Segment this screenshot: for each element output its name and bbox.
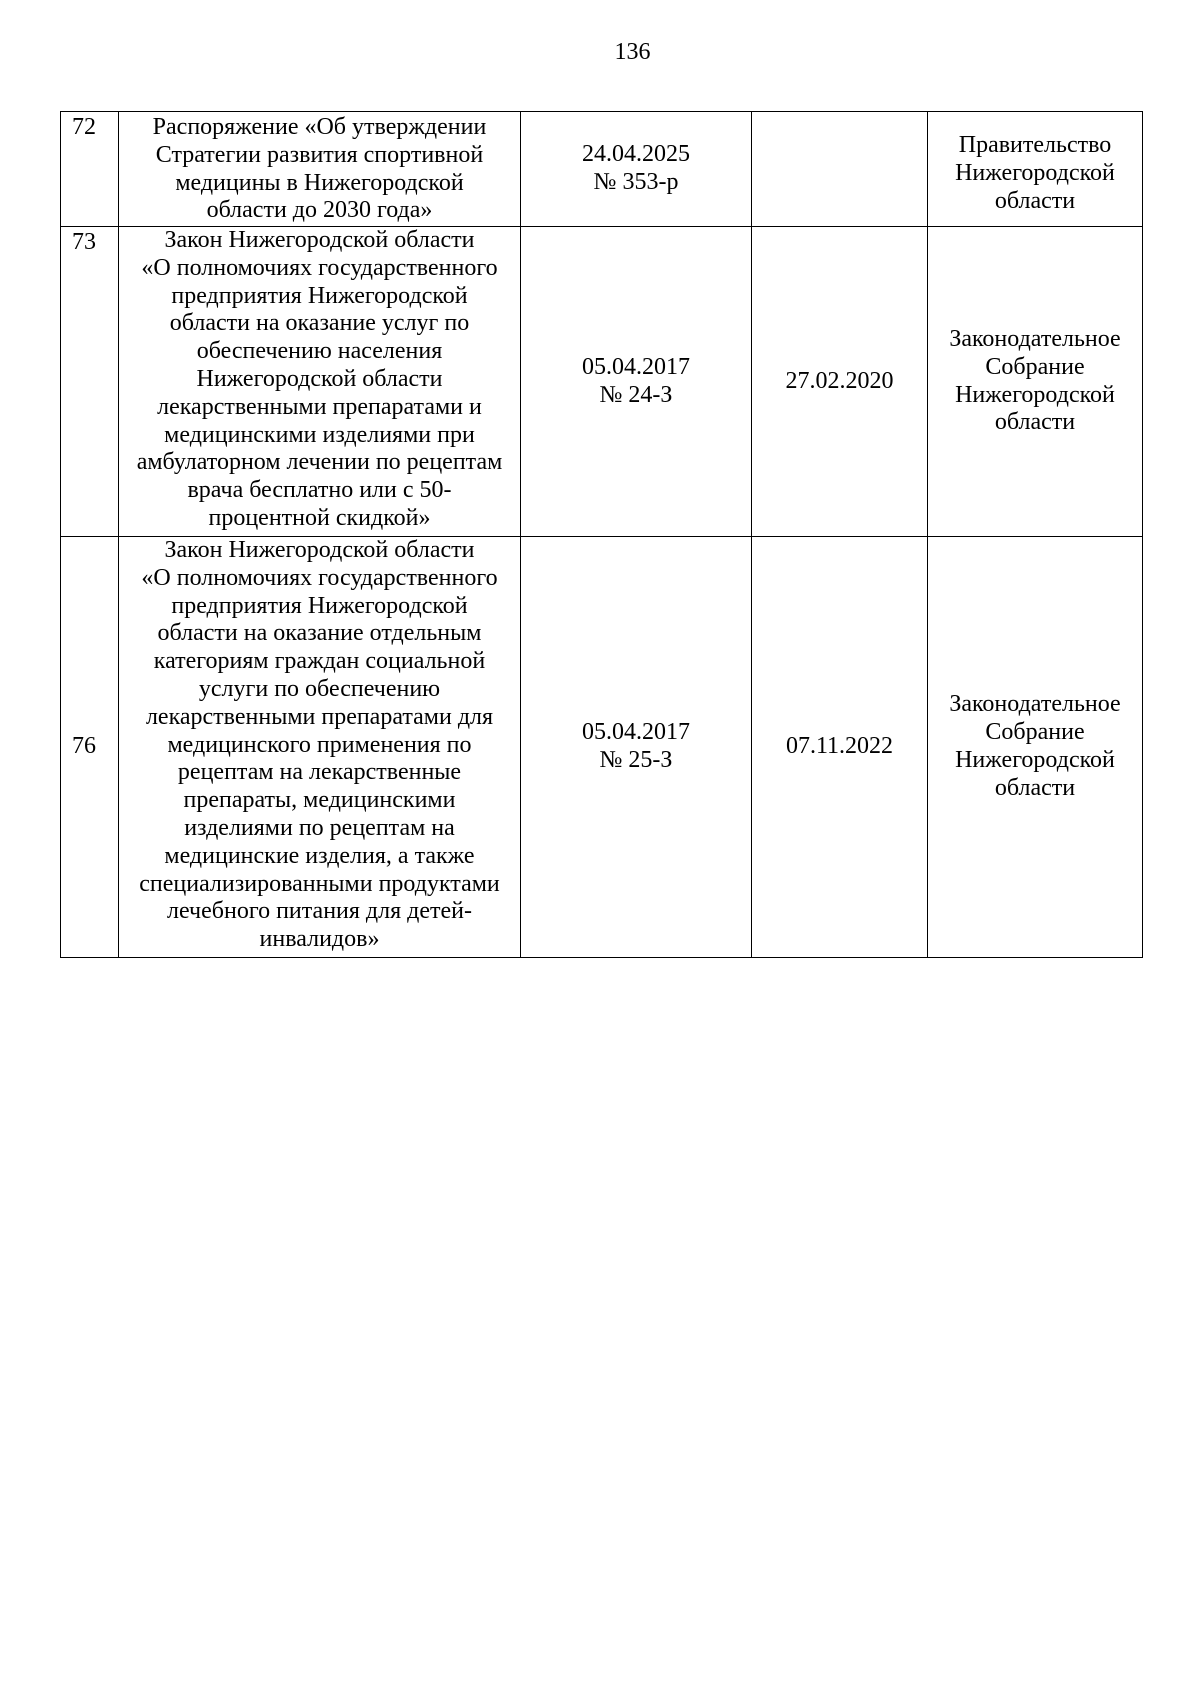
row-number: 76: [61, 537, 119, 958]
document-title: Закон Нижегородской области «О полномочиях государственного предприятия Нижегородской области на оказание отдельным категориям граждан социальной услуги по обеспечению лекарственными препаратами для медицинского применения по рецептам на лекарственные препараты, медицинскими изделиями по рецептам на медицинские изделия, а также специализированными продуктами лечебного питания для детей- инвалидов»: [119, 537, 521, 958]
page-number: 136: [614, 39, 651, 65]
table-row: [61, 112, 1143, 227]
registry-table: [60, 111, 1143, 958]
amendment-date: [752, 112, 928, 227]
document-title: Закон Нижегородской области «О полномочиях государственного предприятия Нижегородской области на оказание услуг по обеспечению населения Нижегородской области лекарственными препаратами и медицинскими изделиями при амбулаторном лечении по рецептам врача бесплатно или с 50- процентной скидкой»: [119, 227, 521, 537]
amendment-date: 07.11.2022: [752, 537, 928, 958]
row-number: 73: [61, 227, 119, 537]
issuing-authority: Правительство Нижегородской области: [928, 112, 1143, 227]
table-row: [61, 537, 1143, 958]
document-date-number: 05.04.2017 № 24-З: [521, 227, 752, 537]
row-number: 72: [61, 112, 119, 227]
document-title: Распоряжение «Об утверждении Стратегии развития спортивной медицины в Нижегородской области до 2030 года»: [119, 112, 521, 227]
table-row: [61, 227, 1143, 537]
issuing-authority: Законодательное Собрание Нижегородской области: [928, 227, 1143, 537]
document-date-number: 24.04.2025 № 353-р: [521, 112, 752, 227]
document-date-number: 05.04.2017 № 25-З: [521, 537, 752, 958]
amendment-date: 27.02.2020: [752, 227, 928, 537]
issuing-authority: Законодательное Собрание Нижегородской области: [928, 537, 1143, 958]
